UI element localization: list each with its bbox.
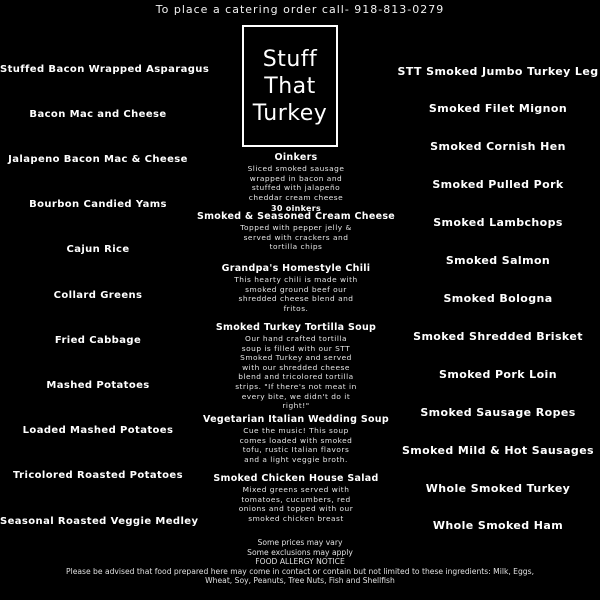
side-item: Fried Cabbage [54,335,142,346]
meat-item: Smoked Shredded Brisket [413,330,583,343]
footer-line: Some prices may vary [257,538,343,547]
side-item: Loaded Mashed Potatoes [22,425,174,436]
side-item: Cajun Rice [66,244,130,255]
menu-item-quantity: 30 oinkers [270,204,322,214]
footer-line: Wheat, Soy, Peanuts, Tree Nuts, Fish and Shellfish [205,576,395,585]
menu-item-description: Topped with pepper jelly & served with crackers and tortilla chips [240,223,352,252]
footer-notice [0,538,600,586]
menu-item-description: Our hand crafted tortilla soup is filled with our STT Smoked Turkey and served with our shredded cheese blend and tricolored tortilla strips. "If there's not meat in every bite, we didn't do it right!" [235,334,357,411]
menu-item-oinkers [196,152,396,213]
stuff-that-turkey-logo [242,25,338,147]
menu-item-description: This hearty chili is made with smoked ground beef our shredded cheese blend and fritos. [234,275,358,313]
meat-item: Smoked Filet Mignon [428,102,568,115]
side-item: Stuffed Bacon Wrapped Asparagus [0,64,210,75]
side-item: Bacon Mac and Cheese [29,109,167,120]
logo-line: Turkey [252,100,328,126]
logo-line: Stuff [262,46,318,72]
meat-item: Smoked Cornish Hen [430,140,566,153]
meat-item: Smoked Pulled Pork [432,178,564,191]
menu-item-name: Smoked Chicken House Salad [213,473,379,484]
side-item: Seasonal Roasted Veggie Medley [0,516,199,527]
side-item: Tricolored Roasted Potatoes [13,470,183,481]
footer-line: Please be advised that food prepared here may come in contact or contain but not limited to these ingredients: Milk, Eggs, [66,566,534,576]
side-item: Jalapeno Bacon Mac & Cheese [8,154,188,165]
meat-item: Smoked Mild & Hot Sausages [401,444,595,457]
side-item: Bourbon Candied Yams [29,199,167,210]
menu-item-tortilla-soup [196,322,396,411]
meat-item: Whole Smoked Turkey [425,482,571,495]
meat-item: Smoked Bologna [443,292,553,305]
menu-item-wedding-soup [196,414,396,464]
menu-item-description: Sliced smoked sausage wrapped in bacon and stuffed with jalapeño cheddar cream cheese [247,164,345,202]
menu-item-name: Smoked Turkey Tortilla Soup [215,322,377,333]
meat-item: Smoked Salmon [445,254,551,267]
catering-phone-line: To place a catering order call- 918-813-0279 [155,3,445,16]
meat-item: Smoked Sausage Ropes [420,406,576,419]
menu-item-cream-cheese [196,211,396,252]
menu-item-name: Smoked & Seasoned Cream Cheese [196,211,396,222]
meat-item: Smoked Pork Loin [439,368,557,381]
menu-item-chili [196,263,396,313]
menu-item-name: Oinkers [274,152,318,163]
side-item: Mashed Potatoes [46,380,150,391]
menu-item-name: Grandpa's Homestyle Chili [221,263,371,274]
logo-line: That [264,73,316,99]
meat-item: Smoked Lambchops [433,216,563,229]
menu-item-description: Mixed greens served with tomatoes, cucumbers, red onions and topped with our smoked chicken breast [238,485,354,523]
footer-line: FOOD ALLERGY NOTICE [255,557,345,566]
side-item: Collard Greens [53,290,143,301]
meat-item: Whole Smoked Ham [432,519,564,532]
menu-item-description: Cue the music! This soup comes loaded with smoked tofu, rustic Italian flavors and a light veggie broth. [239,426,353,464]
footer-line: Some exclusions may apply [247,547,353,557]
menu-item-name: Vegetarian Italian Wedding Soup [203,414,389,425]
menu-item-house-salad [196,473,396,523]
meat-item: STT Smoked Jumbo Turkey Leg [397,65,599,78]
